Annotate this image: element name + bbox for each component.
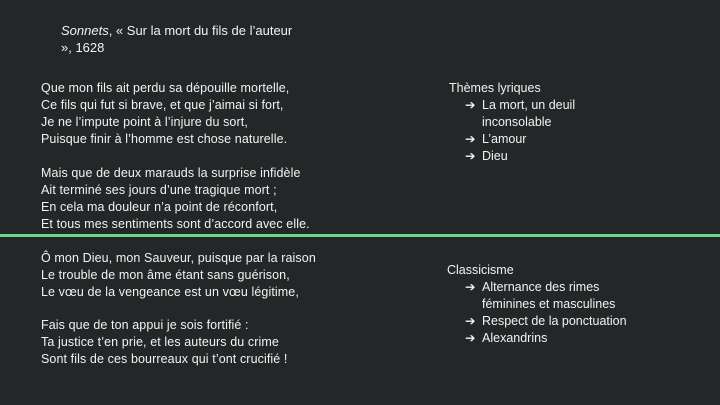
classicism-block — [447, 262, 707, 347]
verse-line: Que mon fils ait perdu sa dépouille mortelle, — [41, 81, 290, 95]
arrow-icon: ➔ — [465, 314, 476, 328]
classicism-item-text: Alternance des rimes féminines et masculines — [482, 280, 616, 311]
classicism-item — [465, 279, 707, 313]
verse-line: Puisque finir à l’homme est chose naturelle. — [41, 132, 288, 146]
stanza-4 — [41, 317, 371, 368]
verse-line: Fais que de ton appui je sois fortifié : — [41, 318, 249, 332]
slide-title — [61, 22, 361, 56]
divider-line — [0, 234, 720, 237]
title-work: Sonnets — [61, 23, 109, 38]
classicism-item — [465, 313, 707, 330]
themes-item-text: La mort, un deuil inconsolable — [482, 98, 576, 129]
stanza-2 — [41, 165, 371, 233]
title-rest-2: », 1628 — [61, 40, 105, 55]
verse-line: Je ne l’impute point à l’injure du sort, — [41, 115, 248, 129]
verse-line: En cela ma douleur n’a point de réconfort, — [41, 200, 278, 214]
arrow-icon: ➔ — [465, 149, 476, 163]
themes-item-text: L’amour — [482, 132, 527, 146]
themes-heading: Thèmes lyriques — [449, 81, 541, 95]
verse-line: Le trouble de mon âme étant sans guérison, — [41, 268, 290, 282]
verse-line: Ta justice t’en prie, et les auteurs du crime — [41, 335, 279, 349]
arrow-icon: ➔ — [465, 331, 476, 345]
verse-line: Ce fils qui fut si brave, et que j’aimai si fort, — [41, 98, 284, 112]
verse-line: Ait terminé ses jours d’une tragique mort ; — [41, 183, 277, 197]
arrow-icon: ➔ — [465, 280, 476, 294]
classicism-item-text: Respect de la ponctuation — [482, 314, 627, 328]
themes-item — [465, 148, 699, 165]
arrow-icon: ➔ — [465, 132, 476, 146]
verse-line: Le vœu de la vengeance est un vœu légitime, — [41, 285, 299, 299]
title-rest-1: , « Sur la mort du fils de l’auteur — [108, 23, 293, 38]
stanza-1 — [41, 80, 371, 148]
verse-line: Ô mon Dieu, mon Sauveur, puisque par la raison — [41, 251, 316, 265]
verse-line: Mais que de deux marauds la surprise infidèle — [41, 166, 301, 180]
stanza-3 — [41, 250, 371, 301]
classicism-heading: Classicisme — [447, 263, 514, 277]
themes-block — [449, 80, 699, 165]
themes-item-text: Dieu — [482, 149, 508, 163]
classicism-item-text: Alexandrins — [482, 331, 548, 345]
verse-line: Et tous mes sentiments sont d’accord avec elle. — [41, 217, 310, 231]
themes-item — [465, 97, 699, 131]
verse-line: Sont fils de ces bourreaux qui t’ont crucifié ! — [41, 352, 288, 366]
themes-item — [465, 131, 699, 148]
classicism-item — [465, 330, 707, 347]
arrow-icon: ➔ — [465, 98, 476, 112]
